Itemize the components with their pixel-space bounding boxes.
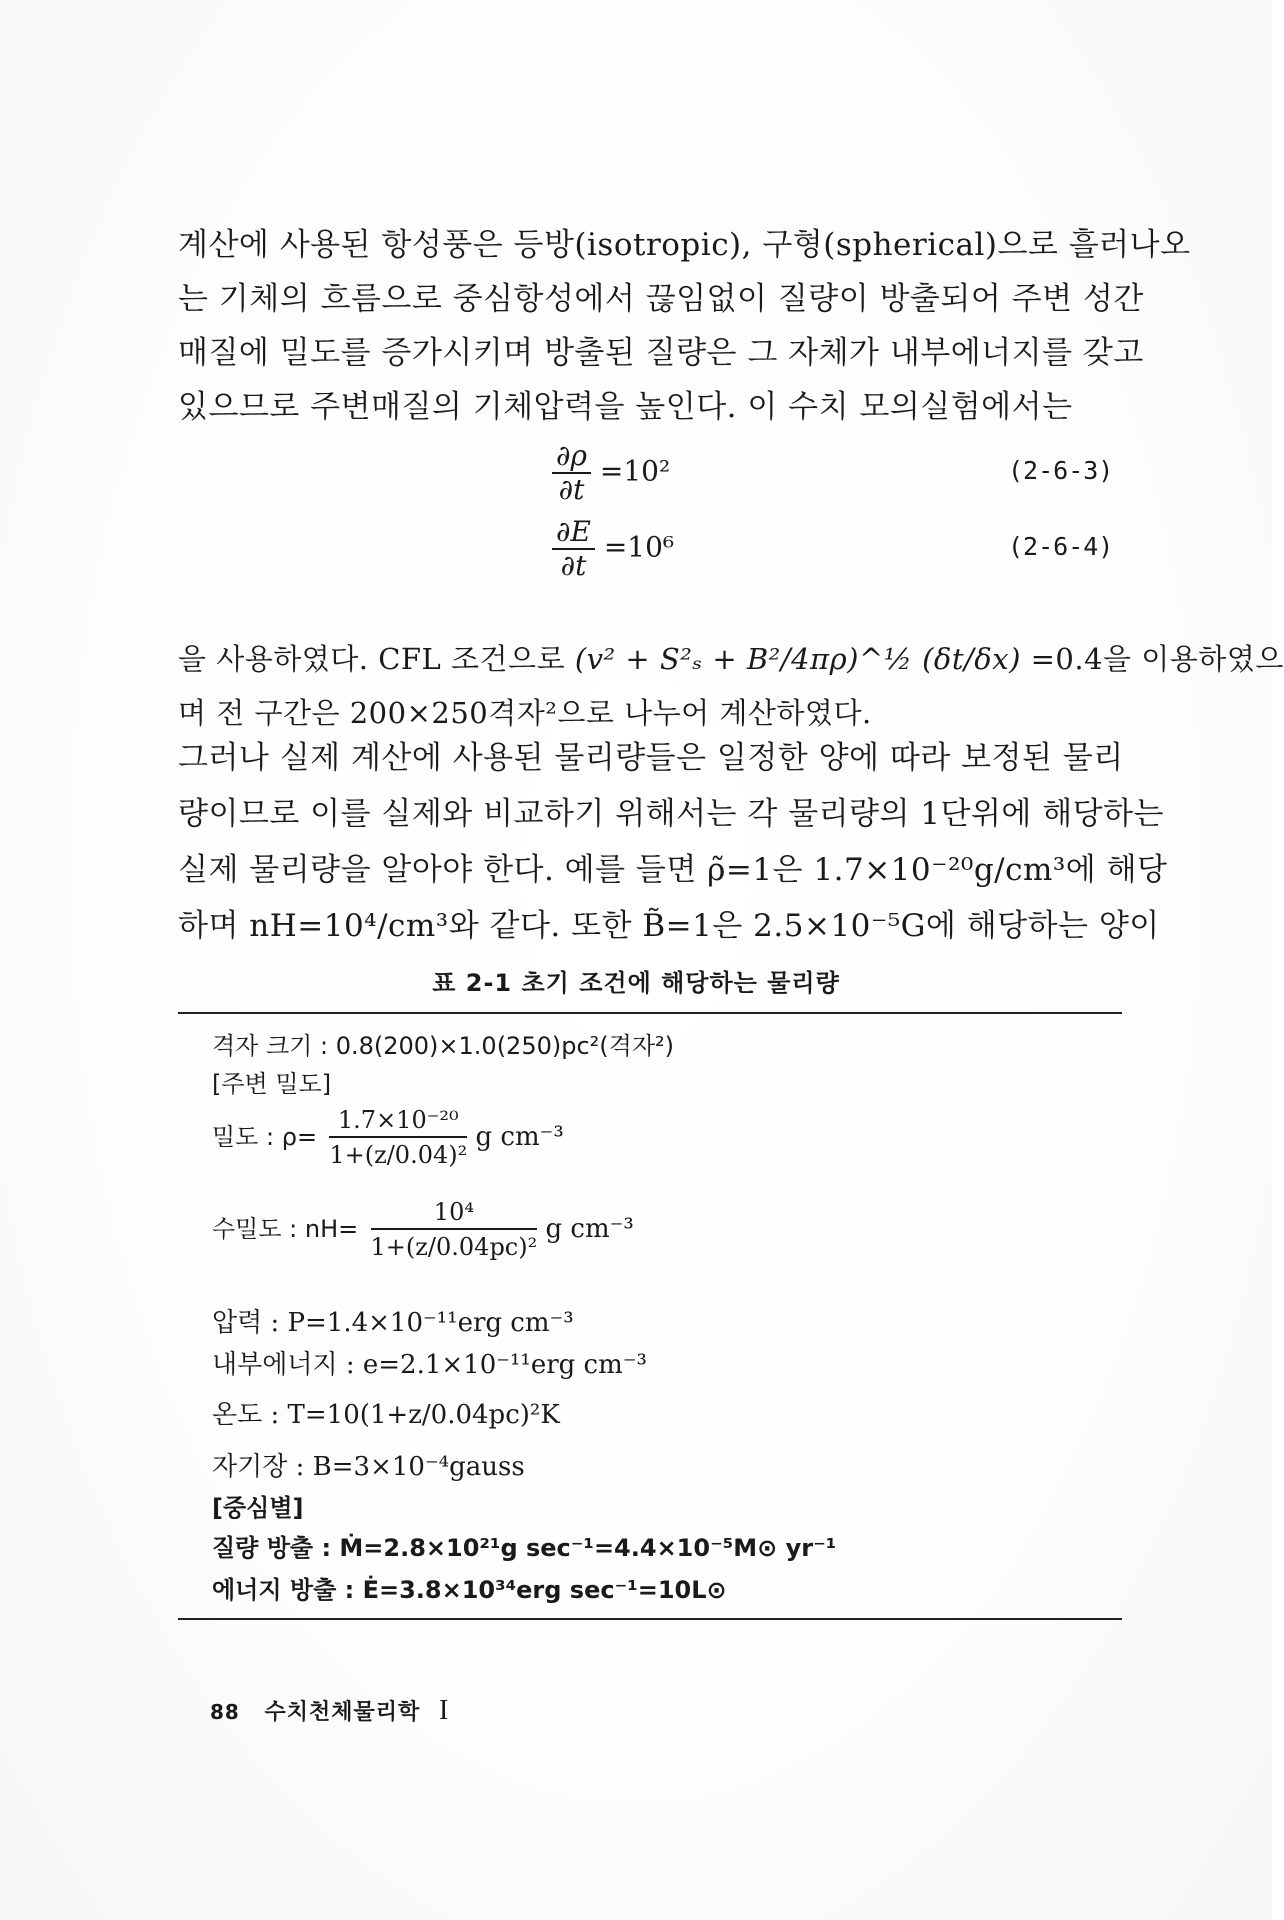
equation-number: (2-6-4) <box>1008 532 1114 561</box>
table-title: 표 2-1 초기 조건에 해당하는 물리량 <box>432 969 840 997</box>
equation-fraction <box>552 516 595 582</box>
text-line: 있으므로 주변매질의 기체압력을 높인다. 이 수치 모의실험에서는 <box>178 389 1073 425</box>
table-grid-size: 격자 크기 : 0.8(200)×1.0(250)pc²(격자²) <box>212 1032 674 1060</box>
paragraph-cfl <box>178 632 1284 740</box>
table-section-star: [중심별] <box>212 1494 304 1522</box>
table-temperature: 온도 : T=10(1+z/0.04pc)²K <box>212 1400 560 1430</box>
table-internal-energy: 내부에너지 : e=2.1×10⁻¹¹erg cm⁻³ <box>212 1350 647 1380</box>
equation-numerator: ∂E <box>552 516 595 550</box>
book-volume: I <box>438 1695 450 1726</box>
equation-2-6-4 <box>552 516 674 582</box>
number-density-fraction <box>371 1196 538 1264</box>
density-label: 밀도 : ρ= <box>212 1123 318 1151</box>
density-fraction <box>329 1104 467 1172</box>
table-energy-loss: 에너지 방출 : Ė=3.8×10³⁴erg sec⁻¹=10L⊙ <box>212 1576 727 1604</box>
equation-rhs: =10² <box>599 454 671 488</box>
table-mass-loss: 질량 방출 : Ṁ=2.8×10²¹g sec⁻¹=4.4×10⁻⁵M⊙ yr⁻¹ <box>212 1534 837 1562</box>
text-line: 량이므로 이를 실제와 비교하기 위해서는 각 물리량의 1단위에 해당하는 <box>178 796 1164 832</box>
text-line: 계산에 사용된 항성풍은 등방(isotropic), 구형(spherical)으로 흘러나오 <box>178 227 1191 263</box>
page-footer <box>210 1695 449 1727</box>
equation-number: (2-6-3) <box>1008 456 1114 485</box>
book-title: 수치천체물리학 <box>264 1700 421 1725</box>
text-line: 매질에 밀도를 증가시키며 방출된 질량은 그 자체가 내부에너지를 갖고 <box>178 335 1144 371</box>
equation-2-6-3 <box>552 440 670 506</box>
number-density-label: 수밀도 : nH= <box>212 1215 359 1243</box>
table-density <box>212 1104 564 1172</box>
density-numerator: 1.7×10⁻²⁰ <box>329 1104 467 1138</box>
table-bottom-rule <box>178 1618 1122 1620</box>
text-line: 하며 nH=10⁴/cm³와 같다. 또한 B̃=1은 2.5×10⁻⁵G에 해당하는 양이 <box>178 908 1160 944</box>
text-line: 며 전 구간은 200×250격자²으로 나누어 계산하였다. <box>178 696 872 730</box>
cfl-text-before: 을 사용하였다. CFL 조건으로 <box>178 642 566 676</box>
equation-numerator: ∂ρ <box>552 440 591 474</box>
table-section-ambient: [주변 밀도] <box>212 1070 332 1098</box>
equation-denominator: ∂t <box>560 549 587 582</box>
equation-denominator: ∂t <box>558 473 585 506</box>
table-number-density <box>212 1196 634 1264</box>
cfl-formula: (v² + S²ₛ + B²/4πρ)^½ (δt/δx) <box>574 642 1021 676</box>
table-magnetic-field: 자기장 : B=3×10⁻⁴gauss <box>212 1452 525 1482</box>
paragraph-intro <box>178 218 1191 434</box>
density-denominator: 1+(z/0.04)² <box>329 1141 468 1169</box>
number-density-unit: g cm⁻³ <box>545 1214 634 1244</box>
text-line: 그러나 실제 계산에 사용된 물리량들은 일정한 양에 따라 보정된 물리 <box>178 740 1124 776</box>
number-density-denominator: 1+(z/0.04pc)² <box>370 1233 538 1261</box>
cfl-text-after: =0.4을 이용하였으 <box>1030 642 1284 676</box>
density-unit: g cm⁻³ <box>475 1122 564 1152</box>
paragraph-units <box>178 730 1168 954</box>
text-line <box>178 632 1284 686</box>
equation-fraction <box>552 440 591 506</box>
equation-rhs: =10⁶ <box>603 530 675 564</box>
table-pressure: 압력 : P=1.4×10⁻¹¹erg cm⁻³ <box>212 1308 574 1338</box>
page-number: 88 <box>210 1700 240 1724</box>
table-top-rule <box>178 1012 1122 1014</box>
text-line: 실제 물리량을 알아야 한다. 예를 들면 ρ̃=1은 1.7×10⁻²⁰g/cm³에 해당 <box>178 852 1168 888</box>
number-density-numerator: 10⁴ <box>371 1196 538 1230</box>
text-line: 는 기체의 흐름으로 중심항성에서 끊임없이 질량이 방출되어 주변 성간 <box>178 281 1144 317</box>
